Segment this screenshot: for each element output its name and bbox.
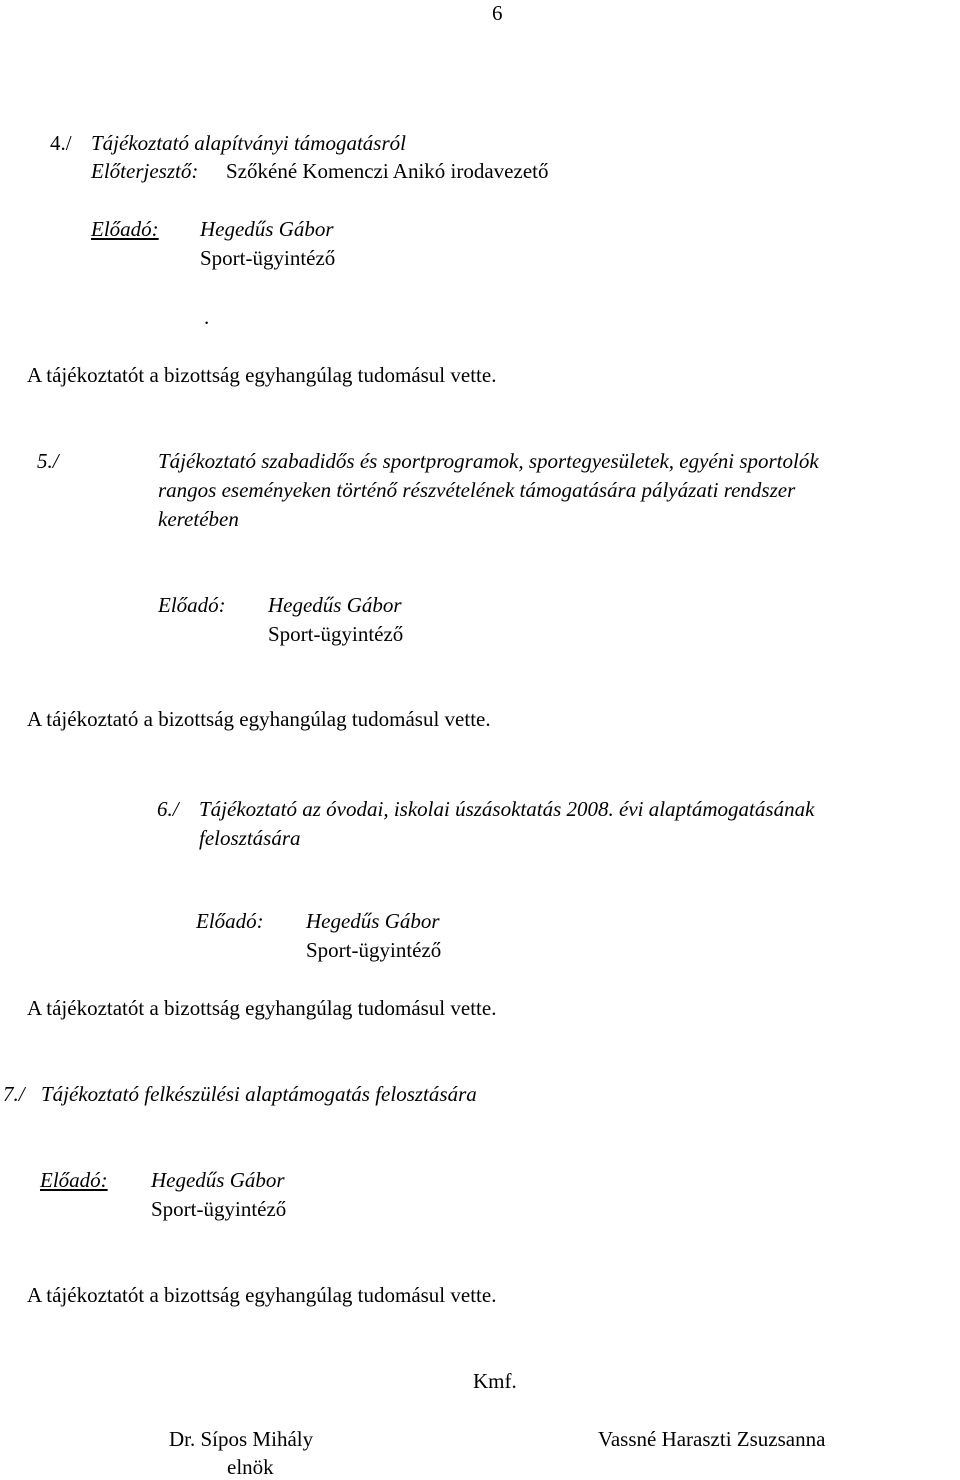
signatory-left-role: elnök [227, 1455, 274, 1479]
resolution-text: A tájékoztatót a bizottság egyhangúlag tudomásul vette. [27, 996, 497, 1020]
submitter-name: Szőkéné Komenczi Anikó irodavezető [226, 159, 549, 183]
item-number: 6./ [157, 797, 179, 821]
page-number: 6 [492, 1, 503, 25]
item-title: Tájékoztató alapítványi támogatásról [91, 131, 406, 155]
item-title-line-1: Tájékoztató szabadidős és sportprogramok, sportegyesületek, egyéni sportolók [158, 449, 819, 473]
item-title-line-2: felosztására [199, 826, 301, 850]
submitter-label: Előterjesztő: [91, 159, 199, 183]
presenter-name: Hegedűs Gábor [200, 217, 334, 241]
presenter-role: Sport-ügyintéző [200, 246, 336, 270]
presenter-name: Hegedűs Gábor [268, 593, 402, 617]
item-title-line-1: Tájékoztató az óvodai, iskolai úszásoktatás 2008. évi alaptámogatásának [199, 797, 815, 821]
item-number: 4./ [50, 131, 72, 155]
resolution-text: A tájékoztatót a bizottság egyhangúlag tudomásul vette. [27, 363, 497, 387]
resolution-text: A tájékoztatót a bizottság egyhangúlag tudomásul vette. [27, 1283, 497, 1307]
item-title: Tájékoztató felkészülési alaptámogatás felosztására [41, 1082, 477, 1106]
resolution-text: A tájékoztató a bizottság egyhangúlag tudomásul vette. [27, 707, 491, 731]
presenter-name: Hegedűs Gábor [306, 909, 440, 933]
item-number: 7./ [3, 1082, 25, 1106]
kmf-label: Kmf. [473, 1369, 517, 1393]
presenter-name: Hegedűs Gábor [151, 1168, 285, 1192]
signatory-left-name: Dr. Sípos Mihály [169, 1427, 314, 1451]
separator-dot: . [204, 305, 210, 329]
item-number: 5./ [37, 449, 59, 473]
item-title-line-2: rangos eseményeken történő részvételének támogatására pályázati rendszer [158, 478, 796, 502]
presenter-label: Előadó: [40, 1168, 108, 1192]
presenter-label: Előadó: [91, 217, 159, 241]
signatory-right-name: Vassné Haraszti Zsuzsanna [598, 1427, 826, 1451]
presenter-label: Előadó: [158, 593, 226, 617]
item-title-line-3: keretében [158, 507, 239, 531]
presenter-role: Sport-ügyintéző [268, 622, 404, 646]
presenter-role: Sport-ügyintéző [306, 938, 442, 962]
presenter-role: Sport-ügyintéző [151, 1197, 287, 1221]
presenter-label: Előadó: [196, 909, 264, 933]
